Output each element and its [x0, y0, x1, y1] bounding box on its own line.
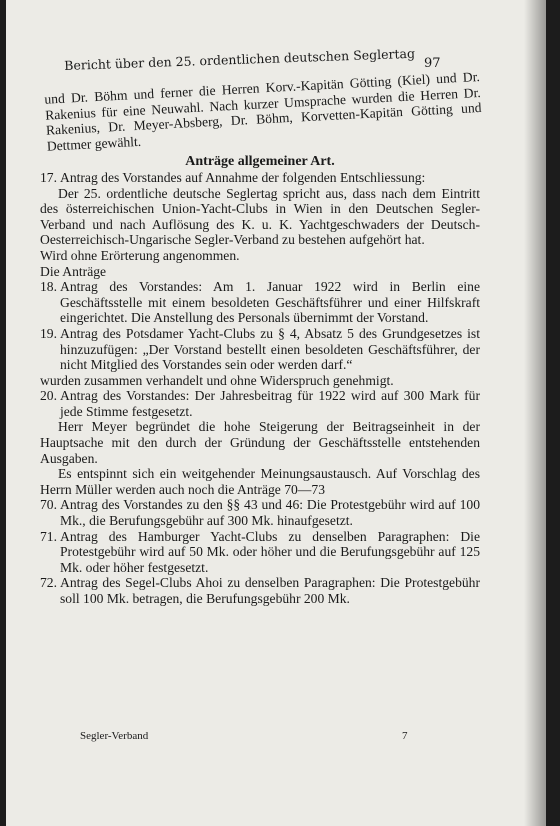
- motion-number: 19.: [40, 325, 57, 341]
- motion-17: [40, 170, 480, 186]
- motion-text: Antrag des Vorstandes: Am 1. Januar 1922 wird in Berlin eine Geschäftsstelle mit einem besoldeten Geschäftsführer und einer Hilfskraft eingerichtet. Die Anstellung des Personals übernimmt der Vorstand.: [60, 279, 480, 326]
- page-body: [40, 68, 482, 607]
- meyer-paragraph: Herr Meyer begründet die hohe Steigerung der Beitragseinheit in der Hauptsache mit den durch der Gründung der Geschäftsstelle entstehenden Ausgaben.: [40, 419, 480, 466]
- motions-18-19-result: wurden zusammen verhandelt und ohne Widerspruch genehmigt.: [40, 372, 394, 388]
- motion-17-result: Wird ohne Erörterung angenommen.: [40, 247, 240, 263]
- motion-number: 20.: [40, 388, 57, 404]
- motion-number: 18.: [40, 279, 57, 295]
- intro-paragraph: und Dr. Böhm und ferner die Herren Korv.-Kapitän Götting (Kiel) und Dr. Rakenius für eine Neuwahl. Nach kurzer Umsprache wurden die Herren Dr. Rakenius, Dr. Meyer-Absberg, Dr. Böhm, Korvetten-Kapitän Götting und Dettmer gewählt.: [43, 68, 482, 154]
- page-gutter-shadow: [524, 0, 546, 826]
- motion-number: 72.: [40, 575, 57, 591]
- motion-71: [40, 529, 480, 576]
- running-title: Bericht über den 25. ordentlichen deutschen Seglertag: [64, 45, 416, 73]
- motion-text: Antrag des Vorstandes zu den §§ 43 und 46: Die Protestgebühr wird auf 100 Mk., die Berufungsgebühr auf 300 Mk. hinaufgesetzt.: [60, 497, 480, 529]
- motion-text: Antrag des Vorstandes auf Annahme der folgenden Entschliessung:: [60, 169, 426, 185]
- motion-text: Antrag des Vorstandes: Der Jahresbeitrag für 1922 wird auf 300 Mark für jede Stimme festgesetzt.: [60, 388, 480, 419]
- motion-72: [40, 575, 480, 606]
- motion-19: [40, 326, 480, 373]
- motion-20: [40, 388, 480, 419]
- footer-sheet-number: 7: [402, 730, 408, 742]
- motion-text: Antrag des Hamburger Yacht-Clubs zu denselben Paragraphen: Die Protestgebühr wird auf 50 Mk. oder höher und die Berufungsgebühr auf 125 Mk. oder höher festgesetzt.: [60, 528, 480, 575]
- motion-number: 17.: [40, 169, 57, 185]
- motion-text: Antrag des Potsdamer Yacht-Clubs zu § 4, Absatz 5 des Grundgesetzes ist hinzuzufügen: „Der Vorstand bestellt einen besoldeten Geschäftsführer, der nicht Mitglied des Vorstandes sein oder werden darf.“: [60, 325, 480, 373]
- page-number: 97: [424, 56, 441, 71]
- discussion-paragraph: Es entspinnt sich ein weitgehender Meinungsaustausch. Auf Vorschlag des Herrn Müller werden auch noch die Anträge 70—73: [40, 466, 480, 497]
- footer-signature: Segler-Verband: [80, 730, 149, 742]
- motion-text: Antrag des Segel-Clubs Ahoi zu denselben Paragraphen: Die Protestgebühr soll 100 Mk. betragen, die Berufungsgebühr 200 Mk.: [60, 575, 480, 606]
- resolution-quote: Der 25. ordentliche deutsche Seglertag spricht aus, dass nach dem Eintritt des österreichischen Union-Yacht-Clubs in Wien in den Deutschen Segler-Verband und nach Auflösung des K. u. K. Yachtgeschwaders der Deutsch-Oesterreichisch-Ungarische Segler-Verband zu bestehen aufgehört hat.: [40, 185, 480, 248]
- motion-number: 70.: [40, 497, 57, 513]
- book-page: [6, 0, 546, 826]
- motion-70: [40, 497, 480, 528]
- motions-intro: Die Anträge: [40, 263, 107, 279]
- section-heading: Anträge allgemeiner Art.: [185, 154, 335, 170]
- motion-number: 71.: [40, 528, 57, 544]
- motion-18: [40, 279, 480, 326]
